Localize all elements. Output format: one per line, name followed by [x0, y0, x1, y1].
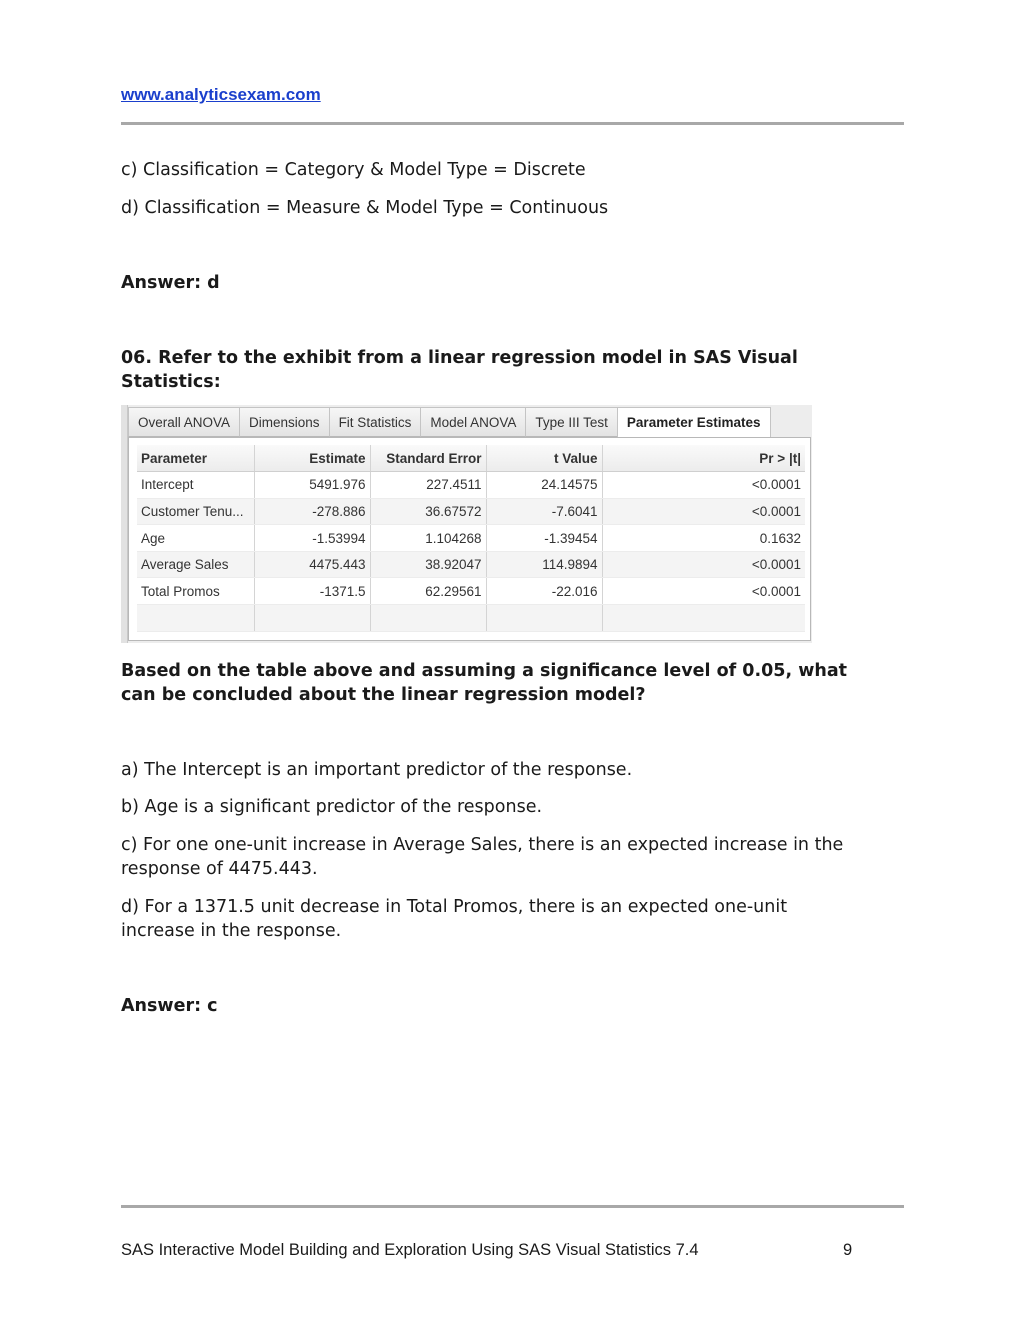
- tab-parameter-estimates[interactable]: Parameter Estimates: [617, 407, 771, 438]
- cell-standard-error: 36.67572: [370, 498, 486, 525]
- question-prompt-line2: Statistics:: [121, 372, 221, 392]
- cell-t-value: -7.6041: [486, 498, 602, 525]
- cell-p-value: [602, 605, 805, 632]
- cell-parameter: Customer Tenu...: [137, 498, 254, 525]
- table-row[interactable]: [137, 472, 805, 499]
- cell-p-value: <0.0001: [602, 551, 805, 578]
- tab-overall-anova[interactable]: Overall ANOVA: [128, 407, 240, 437]
- table-row[interactable]: [137, 578, 805, 605]
- parameter-estimates-panel: [128, 437, 811, 641]
- cell-estimate: [254, 605, 370, 632]
- question-prompt-line1: 06. Refer to the exhibit from a linear regression model in SAS Visual: [121, 348, 798, 368]
- cell-parameter: Average Sales: [137, 551, 254, 578]
- cell-parameter: Age: [137, 525, 254, 552]
- cell-standard-error: 1.104268: [370, 525, 486, 552]
- cell-p-value: <0.0001: [602, 578, 805, 605]
- exhibit-screenshot: [121, 405, 812, 643]
- cell-standard-error: 227.4511: [370, 472, 486, 499]
- option-d-line1: d) For a 1371.5 unit decrease in Total Promos, there is an expected one-unit: [121, 897, 788, 917]
- header-link[interactable]: www.analyticsexam.com: [121, 85, 321, 104]
- option-c-line2: response of 4475.443.: [121, 859, 318, 879]
- cell-parameter: [137, 605, 254, 632]
- question-followup-line1: Based on the table above and assuming a significance level of 0.05, what: [121, 661, 848, 681]
- column-header-parameter[interactable]: Parameter: [137, 445, 254, 472]
- table-row-empty: [137, 605, 805, 632]
- footer-divider: [121, 1205, 904, 1208]
- question-followup-line2: can be concluded about the linear regression model?: [121, 685, 646, 705]
- cell-standard-error: [370, 605, 486, 632]
- cell-t-value: -22.016: [486, 578, 602, 605]
- prev-option-c: c) Classification = Category & Model Type = Discrete: [121, 160, 586, 180]
- option-c-line1: c) For one one-unit increase in Average Sales, there is an expected increase in the: [121, 835, 844, 855]
- cell-estimate: -278.886: [254, 498, 370, 525]
- cell-p-value: <0.0001: [602, 472, 805, 499]
- cell-estimate: -1.53994: [254, 525, 370, 552]
- exhibit-tab-bar: [128, 407, 771, 438]
- option-d: [121, 895, 911, 943]
- cell-estimate: -1371.5: [254, 578, 370, 605]
- table-row[interactable]: [137, 525, 805, 552]
- question-followup: [121, 659, 911, 707]
- page-number: 9: [843, 1241, 853, 1259]
- cell-t-value: 114.9894: [486, 551, 602, 578]
- option-c: [121, 833, 911, 881]
- cell-parameter: Intercept: [137, 472, 254, 499]
- cell-p-value: 0.1632: [602, 525, 805, 552]
- parameter-estimates-table: [137, 445, 805, 632]
- cell-t-value: -1.39454: [486, 525, 602, 552]
- cell-standard-error: 62.29561: [370, 578, 486, 605]
- tab-dimensions[interactable]: Dimensions: [239, 407, 330, 437]
- exhibit-left-bar: [121, 405, 128, 643]
- tab-fit-statistics[interactable]: Fit Statistics: [329, 407, 422, 437]
- table-header-row: [137, 445, 805, 472]
- cell-t-value: 24.14575: [486, 472, 602, 499]
- cell-estimate: 5491.976: [254, 472, 370, 499]
- cell-parameter: Total Promos: [137, 578, 254, 605]
- cell-t-value: [486, 605, 602, 632]
- cell-estimate: 4475.443: [254, 551, 370, 578]
- column-header-standard-error[interactable]: Standard Error: [370, 445, 486, 472]
- option-a: a) The Intercept is an important predictor of the response.: [121, 760, 633, 780]
- header-divider: [121, 122, 904, 125]
- question-answer: Answer: c: [121, 996, 218, 1016]
- column-header-p-value[interactable]: Pr > |t|: [602, 445, 805, 472]
- cell-p-value: <0.0001: [602, 498, 805, 525]
- footer-title: SAS Interactive Model Building and Exploration Using SAS Visual Statistics 7.4: [121, 1241, 699, 1259]
- tab-type-iii-test[interactable]: Type III Test: [525, 407, 618, 437]
- option-b: b) Age is a significant predictor of the response.: [121, 797, 543, 817]
- table-row[interactable]: [137, 498, 805, 525]
- prev-answer: Answer: d: [121, 273, 220, 293]
- tab-model-anova[interactable]: Model ANOVA: [420, 407, 526, 437]
- question-prompt: [121, 346, 911, 394]
- column-header-t-value[interactable]: t Value: [486, 445, 602, 472]
- option-d-line2: increase in the response.: [121, 921, 342, 941]
- column-header-estimate[interactable]: Estimate: [254, 445, 370, 472]
- cell-standard-error: 38.92047: [370, 551, 486, 578]
- prev-option-d: d) Classification = Measure & Model Type = Continuous: [121, 198, 609, 218]
- table-row[interactable]: [137, 551, 805, 578]
